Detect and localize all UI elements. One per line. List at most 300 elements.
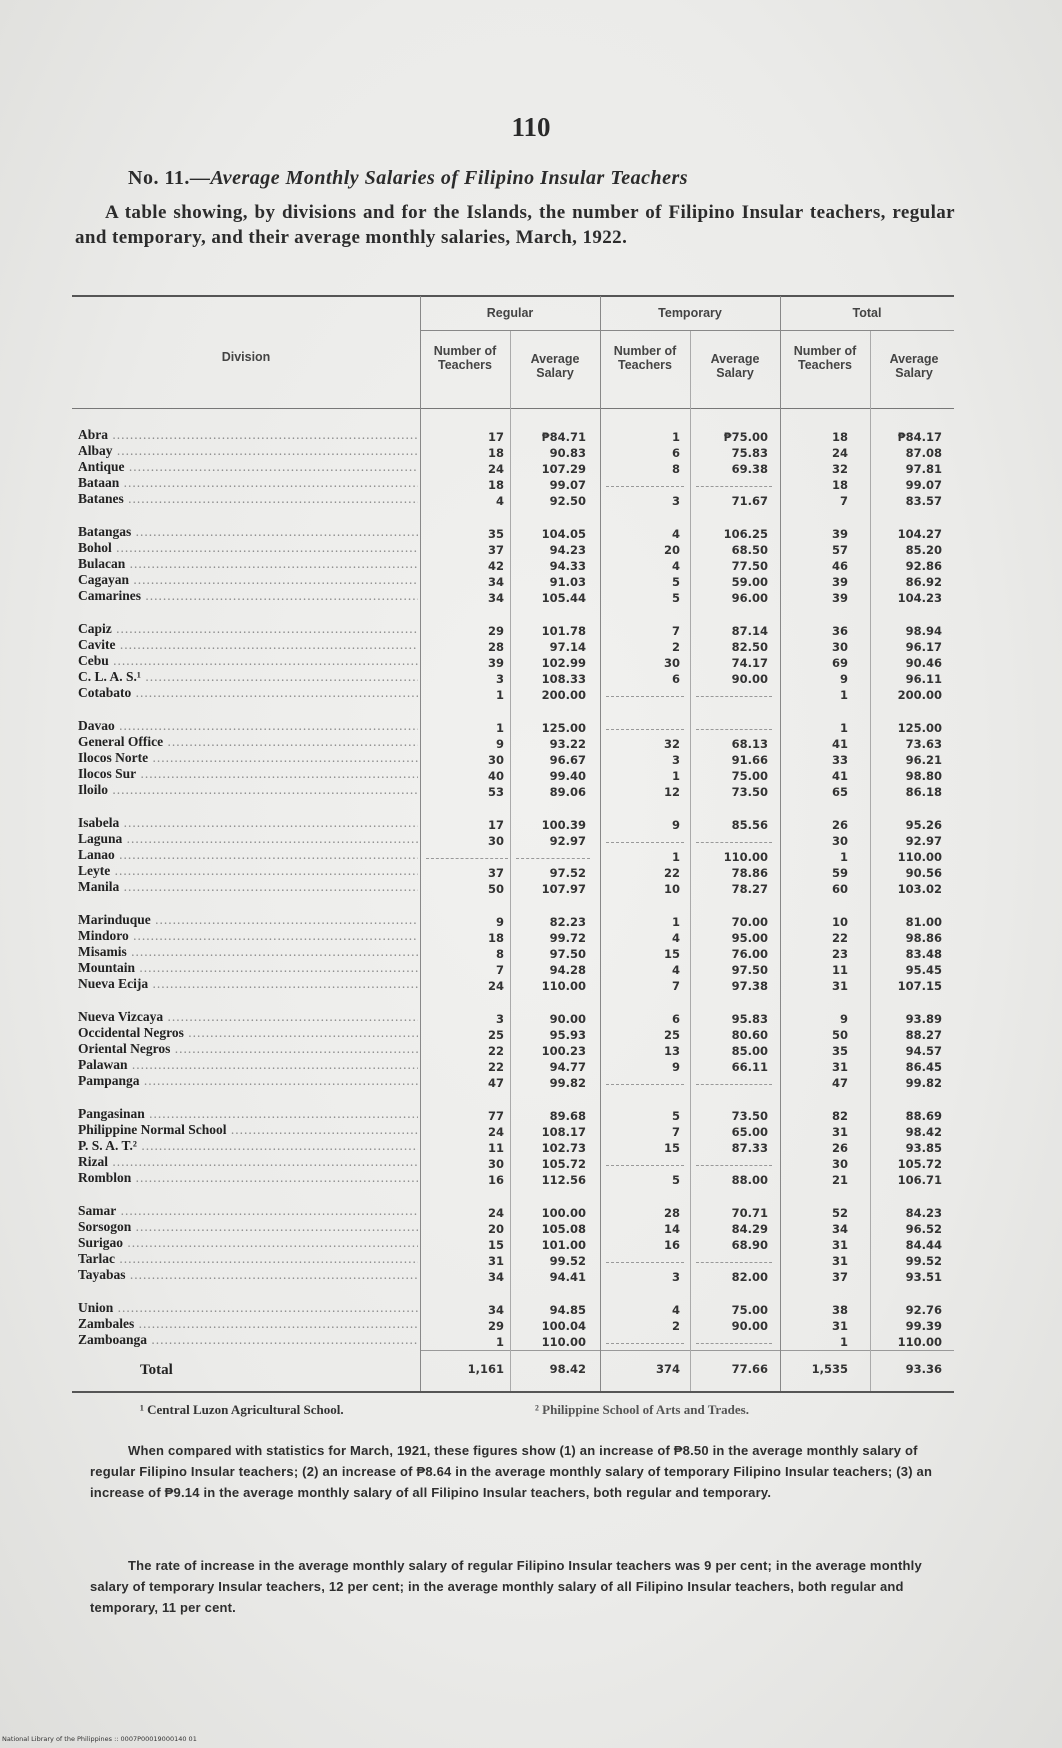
row-division-label: Union ..... [78, 1300, 418, 1316]
table-cell-tot-n: 69 [831, 656, 848, 670]
table-cell-tot-s: 105.72 [897, 1157, 942, 1171]
table-cell-tot-s: 104.23 [897, 591, 942, 605]
table-cell-tot-s: 86.18 [905, 785, 942, 799]
table-cell-reg-n: 9 [495, 915, 504, 929]
table-cell-tot-s: 110.00 [897, 1335, 942, 1349]
row-division-label: Marinduque ..... [78, 912, 418, 928]
table-cell-reg-s: 94.41 [549, 1270, 586, 1284]
table-cell-tot-n: 41 [831, 737, 848, 751]
table-cell-tmp-n: 6 [671, 446, 680, 460]
table-cell-tot-n: 59 [831, 866, 848, 880]
table-cell-tot-n: 82 [831, 1109, 848, 1123]
footnotes [140, 1402, 980, 1418]
total-reg-s: 98.42 [549, 1362, 586, 1376]
table-cell-tot-n: 39 [831, 527, 848, 541]
table-cell-tot-n: 24 [831, 446, 848, 460]
table-cell-tot-n: 41 [831, 769, 848, 783]
table-cell-reg-s: 89.68 [549, 1109, 586, 1123]
table-cell-tot-n: 33 [831, 753, 848, 767]
table-cell-tot-s: 99.52 [905, 1254, 942, 1268]
table-cell-tmp-n: 6 [671, 672, 680, 686]
table-cell-tot-s: 200.00 [897, 688, 942, 702]
table-cell-reg-n: 15 [487, 1238, 504, 1252]
footnote-1: ¹ Central Luzon Agricultural School. [140, 1402, 344, 1417]
row-division-label: Capiz ..... [78, 621, 418, 637]
table-cell-tmp-n: 16 [663, 1238, 680, 1252]
row-division-label: Cagayan ..... [78, 572, 418, 588]
header-reg-number: Number of Teachers [433, 344, 497, 372]
table-cell-tot-n: 47 [831, 1076, 848, 1090]
table-cell-reg-s: 90.00 [549, 1012, 586, 1026]
row-division-label: Mindoro ..... [78, 928, 418, 944]
row-division-label: Romblon ..... [78, 1170, 418, 1186]
table-bottom-rule [72, 1391, 954, 1393]
table-cell-tmp-s: 82.50 [731, 640, 768, 654]
table-cell-reg-s: 91.03 [549, 575, 586, 589]
row-division-label: Batanes ..... [78, 491, 418, 507]
title-italic: Average Monthly Salaries of Filipino Insular Teachers [210, 167, 689, 189]
table-cell-reg-n: 11 [487, 1141, 504, 1155]
table-cell-reg-n: 29 [487, 624, 504, 638]
row-division-label: Lanao ..... [78, 847, 418, 863]
table-cell-tmp-s: 70.71 [731, 1206, 768, 1220]
row-division-label: Sorsogon ..... [78, 1219, 418, 1235]
row-division-label: Manila ..... [78, 879, 418, 895]
table-cell-tot-s: 96.17 [905, 640, 942, 654]
table-cell-tot-s: 98.86 [905, 931, 942, 945]
table-cell-reg-s: 108.33 [541, 672, 586, 686]
table-cell-tmp-n: 1 [671, 430, 680, 444]
table-cell-reg-n: 25 [487, 1028, 504, 1042]
table-cell-reg-n: 22 [487, 1044, 504, 1058]
table-cell-reg-n: 1 [495, 721, 504, 735]
table-cell-tmp-n: 4 [671, 527, 680, 541]
table-cell-tot-s: 95.26 [905, 818, 942, 832]
table-cell-reg-s: 102.99 [541, 656, 586, 670]
table-cell-tmp-s: 96.00 [731, 591, 768, 605]
col-divider [600, 296, 601, 1391]
table-cell-reg-n: 18 [487, 446, 504, 460]
table-cell-tot-n: 7 [839, 494, 848, 508]
table-cell-reg-n: 7 [495, 963, 504, 977]
table-cell-reg-s: 94.28 [549, 963, 586, 977]
row-division-label: C. L. A. S.¹ ..... [78, 669, 418, 685]
empty-cell-dash [606, 486, 684, 487]
col-divider [690, 331, 691, 1391]
table-cell-reg-n: 77 [487, 1109, 504, 1123]
col-divider [510, 331, 511, 1391]
table-cell-tmp-s: 90.00 [731, 1319, 768, 1333]
row-division-label: Philippine Normal School ..... [78, 1122, 418, 1138]
empty-cell-dash [696, 696, 772, 697]
table-cell-tot-n: 38 [831, 1303, 848, 1317]
table-cell-tot-s: 85.20 [905, 543, 942, 557]
header-temporary: Temporary [658, 306, 722, 320]
table-cell-reg-n: 3 [495, 672, 504, 686]
table-cell-tmp-s: 78.86 [731, 866, 768, 880]
page-number: 110 [511, 112, 551, 142]
table-cell-tmp-s: 73.50 [731, 1109, 768, 1123]
table-cell-tot-s: 98.42 [905, 1125, 942, 1139]
header-reg-salary: Average Salary [530, 352, 580, 380]
table-cell-reg-s: 99.72 [549, 931, 586, 945]
row-division-label: Occidental Negros ..... [78, 1025, 418, 1041]
table-cell-reg-s: 101.00 [541, 1238, 586, 1252]
table-top-rule [72, 295, 954, 297]
table-cell-reg-s: 102.73 [541, 1141, 586, 1155]
table-cell-tmp-n: 8 [671, 462, 680, 476]
table-cell-tot-s: ₱84.17 [897, 430, 942, 444]
header-tot-salary: Average Salary [889, 352, 939, 380]
total-label: Total [140, 1362, 173, 1378]
table-cell-tot-s: 83.57 [905, 494, 942, 508]
table-cell-tmp-n: 15 [663, 947, 680, 961]
table-cell-reg-s: 112.56 [541, 1173, 586, 1187]
table-cell-tmp-s: 68.90 [731, 1238, 768, 1252]
table-cell-tmp-n: 9 [671, 1060, 680, 1074]
empty-cell-dash [606, 696, 684, 697]
table-cell-tmp-n: 5 [671, 591, 680, 605]
table-cell-tot-n: 21 [831, 1173, 848, 1187]
empty-cell-dash [426, 858, 508, 859]
table-cell-reg-n: 30 [487, 1157, 504, 1171]
table-cell-reg-n: 35 [487, 527, 504, 541]
table-cell-tmp-n: 14 [663, 1222, 680, 1236]
table-cell-tmp-n: 1 [671, 769, 680, 783]
total-tmp-s: 77.66 [731, 1362, 768, 1376]
table-cell-tot-s: 97.81 [905, 462, 942, 476]
table-cell-tmp-n: 9 [671, 818, 680, 832]
table-cell-tot-s: 107.15 [897, 979, 942, 993]
table-cell-tmp-s: 68.50 [731, 543, 768, 557]
table-cell-reg-n: 22 [487, 1060, 504, 1074]
table-cell-reg-s: 96.67 [549, 753, 586, 767]
table-cell-reg-s: ₱84.71 [541, 430, 586, 444]
table-cell-tmp-s: 95.00 [731, 931, 768, 945]
table-cell-reg-s: 94.33 [549, 559, 586, 573]
table-cell-tmp-s: 87.33 [731, 1141, 768, 1155]
table-cell-tot-n: 1 [839, 721, 848, 735]
table-cell-tmp-s: 97.50 [731, 963, 768, 977]
table-cell-tmp-s: ₱75.00 [723, 430, 768, 444]
col-divider [780, 296, 781, 1391]
table-cell-tot-n: 30 [831, 640, 848, 654]
header-tot-number: Number of Teachers [793, 344, 857, 372]
table-cell-tmp-s: 76.00 [731, 947, 768, 961]
empty-cell-dash [606, 1084, 684, 1085]
table-cell-reg-n: 28 [487, 640, 504, 654]
header-bottom-rule [72, 408, 954, 409]
table-cell-tot-s: 106.71 [897, 1173, 942, 1187]
col-divider [420, 296, 421, 1391]
total-reg-n: 1,161 [467, 1362, 504, 1376]
table-cell-tmp-s: 85.00 [731, 1044, 768, 1058]
table-cell-reg-s: 105.44 [541, 591, 586, 605]
table-cell-reg-n: 53 [487, 785, 504, 799]
table-cell-tmp-n: 7 [671, 1125, 680, 1139]
table-cell-reg-n: 34 [487, 591, 504, 605]
table-cell-tot-s: 84.44 [905, 1238, 942, 1252]
header-tmp-salary: Average Salary [710, 352, 760, 380]
table-cell-tmp-n: 4 [671, 1303, 680, 1317]
table-cell-reg-n: 30 [487, 753, 504, 767]
row-division-label: Leyte ..... [78, 863, 418, 879]
table-cell-reg-n: 4 [495, 494, 504, 508]
table-cell-tot-s: 83.48 [905, 947, 942, 961]
intro-text: A table showing, by divisions and for the Islands, the number of Filipino Insular teachers, regular and temporary, and their average monthly salaries, March, 1922. [75, 202, 955, 248]
table-cell-reg-s: 105.72 [541, 1157, 586, 1171]
comparison-paragraph: When compared with statistics for March, 1921, these figures show (1) an increase of ₱8.50 in the average monthly salary of regular Filipino Insular teachers; (2) an increase of ₱8.64 in the average monthly salary of temporary Filipino Insular teachers; (3) an increase of ₱9.14 in the average monthly salary of all Filipino Insular teachers, both regular and temporary. [90, 1443, 933, 1500]
title-prefix: No. 11.— [128, 167, 211, 189]
table-cell-reg-s: 100.04 [541, 1319, 586, 1333]
table-cell-tmp-s: 82.00 [731, 1270, 768, 1284]
table-cell-reg-s: 108.17 [541, 1125, 586, 1139]
table-cell-tot-n: 31 [831, 1319, 848, 1333]
table-cell-tot-n: 57 [831, 543, 848, 557]
table-cell-reg-s: 100.00 [541, 1206, 586, 1220]
table-cell-tmp-n: 4 [671, 963, 680, 977]
row-division-label: Zambales ..... [78, 1316, 418, 1332]
table-cell-tot-n: 23 [831, 947, 848, 961]
table-cell-tot-s: 94.57 [905, 1044, 942, 1058]
table-cell-tot-s: 98.94 [905, 624, 942, 638]
table-cell-tmp-n: 2 [671, 1319, 680, 1333]
table-cell-tmp-s: 87.14 [731, 624, 768, 638]
row-division-label: Pangasinan ..... [78, 1106, 418, 1122]
table-cell-tmp-s: 75.83 [731, 446, 768, 460]
table-cell-reg-n: 37 [487, 866, 504, 880]
table-cell-reg-s: 99.82 [549, 1076, 586, 1090]
table-cell-tmp-n: 6 [671, 1012, 680, 1026]
row-division-label: Camarines ..... [78, 588, 418, 604]
table-cell-tmp-s: 69.38 [731, 462, 768, 476]
header-tmp-number: Number of Teachers [613, 344, 677, 372]
row-division-label: Cotabato ..... [78, 685, 418, 701]
table-cell-reg-s: 110.00 [541, 1335, 586, 1349]
table-cell-reg-s: 90.83 [549, 446, 586, 460]
table-cell-tot-s: 104.27 [897, 527, 942, 541]
table-cell-reg-n: 40 [487, 769, 504, 783]
table-cell-tot-s: 93.51 [905, 1270, 942, 1284]
table-cell-tot-n: 31 [831, 979, 848, 993]
table-cell-reg-n: 34 [487, 1270, 504, 1284]
table-cell-tot-s: 87.08 [905, 446, 942, 460]
table-cell-tmp-s: 73.50 [731, 785, 768, 799]
table-cell-reg-s: 110.00 [541, 979, 586, 993]
table-cell-tmp-s: 90.00 [731, 672, 768, 686]
table-cell-reg-s: 94.23 [549, 543, 586, 557]
table-cell-tot-n: 32 [831, 462, 848, 476]
table-cell-reg-s: 107.29 [541, 462, 586, 476]
table-cell-reg-n: 24 [487, 1125, 504, 1139]
table-cell-tot-n: 1 [839, 688, 848, 702]
empty-cell-dash [696, 842, 772, 843]
row-division-label: Bataan ..... [78, 475, 418, 491]
table-cell-tot-n: 1 [839, 1335, 848, 1349]
table-cell-tmp-n: 4 [671, 931, 680, 945]
table-cell-reg-n: 16 [487, 1173, 504, 1187]
table-cell-reg-n: 50 [487, 882, 504, 896]
row-division-label: Abra ..... [78, 427, 418, 443]
table-cell-reg-n: 18 [487, 478, 504, 492]
table-cell-tot-n: 46 [831, 559, 848, 573]
empty-cell-dash [606, 842, 684, 843]
table-cell-reg-s: 99.40 [549, 769, 586, 783]
table-cell-tot-n: 39 [831, 591, 848, 605]
row-division-label: Antique ..... [78, 459, 418, 475]
table-cell-tot-s: 73.63 [905, 737, 942, 751]
table-cell-tot-n: 11 [831, 963, 848, 977]
table-cell-tmp-s: 85.56 [731, 818, 768, 832]
table-cell-reg-n: 1 [495, 688, 504, 702]
table-cell-tot-s: 96.21 [905, 753, 942, 767]
total-tot-n: 1,535 [811, 1362, 848, 1376]
table-cell-tmp-n: 2 [671, 640, 680, 654]
table-cell-reg-s: 92.50 [549, 494, 586, 508]
table-cell-tmp-s: 59.00 [731, 575, 768, 589]
table-cell-tot-s: 96.52 [905, 1222, 942, 1236]
row-division-label: Cavite ..... [78, 637, 418, 653]
empty-cell-dash [606, 1262, 684, 1263]
total-top-rule [420, 1350, 954, 1351]
row-division-label: Surigao ..... [78, 1235, 418, 1251]
table-cell-reg-s: 125.00 [541, 721, 586, 735]
table-cell-tmp-s: 71.67 [731, 494, 768, 508]
table-cell-tmp-n: 30 [663, 656, 680, 670]
table-cell-tot-n: 50 [831, 1028, 848, 1042]
empty-cell-dash [696, 1084, 772, 1085]
table-cell-tot-s: 93.89 [905, 1012, 942, 1026]
table-cell-tot-n: 18 [831, 430, 848, 444]
row-division-label: Cebu ..... [78, 653, 418, 669]
table-cell-tmp-s: 66.11 [731, 1060, 768, 1074]
row-division-label: Oriental Negros ..... [78, 1041, 418, 1057]
table-cell-reg-s: 92.97 [549, 834, 586, 848]
header-total: Total [852, 306, 882, 320]
row-division-label: Batangas ..... [78, 524, 418, 540]
table-cell-tot-s: 99.07 [905, 478, 942, 492]
table-cell-tmp-s: 75.00 [731, 1303, 768, 1317]
table-cell-tot-n: 39 [831, 575, 848, 589]
table-cell-reg-n: 17 [487, 430, 504, 444]
table-cell-tot-n: 22 [831, 931, 848, 945]
table-cell-tmp-n: 7 [671, 624, 680, 638]
table-cell-tot-s: 92.86 [905, 559, 942, 573]
table-cell-tot-s: 88.27 [905, 1028, 942, 1042]
group-header-rule [420, 330, 954, 331]
total-tmp-n: 374 [655, 1362, 680, 1376]
table-cell-reg-s: 107.97 [541, 882, 586, 896]
table-cell-tot-n: 31 [831, 1060, 848, 1074]
total-tot-s: 93.36 [905, 1362, 942, 1376]
table-cell-reg-n: 8 [495, 947, 504, 961]
table-cell-reg-n: 29 [487, 1319, 504, 1333]
table-cell-reg-n: 18 [487, 931, 504, 945]
table-cell-tot-n: 52 [831, 1206, 848, 1220]
row-division-label: Ilocos Sur ..... [78, 766, 418, 782]
table-cell-tot-s: 93.85 [905, 1141, 942, 1155]
row-division-label: Samar ..... [78, 1203, 418, 1219]
table-cell-reg-n: 37 [487, 543, 504, 557]
table-cell-tmp-s: 68.13 [731, 737, 768, 751]
table-cell-tmp-n: 4 [671, 559, 680, 573]
row-division-label: Bohol ..... [78, 540, 418, 556]
table-cell-tot-n: 1 [839, 850, 848, 864]
row-division-label: Mountain ..... [78, 960, 418, 976]
empty-cell-dash [606, 1165, 684, 1166]
table-cell-reg-n: 9 [495, 737, 504, 751]
table-cell-tot-s: 110.00 [897, 850, 942, 864]
table-cell-tot-n: 31 [831, 1125, 848, 1139]
row-division-label: Tarlac ..... [78, 1251, 418, 1267]
table-cell-tmp-n: 3 [671, 753, 680, 767]
table-cell-reg-s: 99.07 [549, 478, 586, 492]
table-cell-tmp-s: 74.17 [731, 656, 768, 670]
library-caption: National Library of the Philippines :: 0007P00019000140 01 [2, 1735, 197, 1743]
table-cell-tmp-n: 15 [663, 1141, 680, 1155]
table-cell-tot-s: 81.00 [905, 915, 942, 929]
row-division-label: Ilocos Norte ..... [78, 750, 418, 766]
table-cell-reg-n: 47 [487, 1076, 504, 1090]
table-cell-tmp-s: 106.25 [723, 527, 768, 541]
table-cell-tot-s: 84.23 [905, 1206, 942, 1220]
table-cell-tmp-s: 84.29 [731, 1222, 768, 1236]
table-cell-tmp-s: 91.66 [731, 753, 768, 767]
table-cell-reg-n: 24 [487, 1206, 504, 1220]
table-cell-tmp-s: 75.00 [731, 769, 768, 783]
table-cell-tmp-s: 88.00 [731, 1173, 768, 1187]
row-division-label: Nueva Vizcaya ..... [78, 1009, 418, 1025]
table-cell-tmp-s: 95.83 [731, 1012, 768, 1026]
table-cell-tmp-s: 65.00 [731, 1125, 768, 1139]
table-cell-reg-n: 1 [495, 1335, 504, 1349]
table-cell-tot-s: 90.56 [905, 866, 942, 880]
table-cell-tmp-n: 5 [671, 1109, 680, 1123]
empty-cell-dash [696, 486, 772, 487]
table-cell-reg-s: 97.52 [549, 866, 586, 880]
row-division-label: Misamis ..... [78, 944, 418, 960]
row-division-label: Tayabas ..... [78, 1267, 418, 1283]
table-cell-tmp-s: 78.27 [731, 882, 768, 896]
table-cell-reg-s: 97.50 [549, 947, 586, 961]
row-division-label: Bulacan ..... [78, 556, 418, 572]
table-cell-reg-s: 100.23 [541, 1044, 586, 1058]
table-cell-tmp-s: 70.00 [731, 915, 768, 929]
table-cell-tot-n: 9 [839, 1012, 848, 1026]
row-division-label: Pampanga ..... [78, 1073, 418, 1089]
empty-cell-dash [696, 1262, 772, 1263]
table-cell-tot-s: 90.46 [905, 656, 942, 670]
table-cell-tmp-n: 12 [663, 785, 680, 799]
row-division-label: Iloilo ..... [78, 782, 418, 798]
table-cell-tot-s: 95.45 [905, 963, 942, 977]
table-cell-reg-n: 34 [487, 1303, 504, 1317]
table-cell-reg-n: 24 [487, 462, 504, 476]
header-division: Division [221, 350, 271, 364]
table-cell-tot-s: 92.97 [905, 834, 942, 848]
table-cell-reg-s: 105.08 [541, 1222, 586, 1236]
table-cell-tmp-n: 20 [663, 543, 680, 557]
table-cell-reg-s: 82.23 [549, 915, 586, 929]
table-cell-reg-n: 42 [487, 559, 504, 573]
table-cell-reg-s: 200.00 [541, 688, 586, 702]
table-cell-tmp-n: 1 [671, 915, 680, 929]
table-cell-tmp-s: 77.50 [731, 559, 768, 573]
empty-cell-dash [606, 729, 684, 730]
table-cell-tot-s: 96.11 [905, 672, 942, 686]
table-cell-tot-n: 31 [831, 1254, 848, 1268]
table-cell-tot-n: 18 [831, 478, 848, 492]
